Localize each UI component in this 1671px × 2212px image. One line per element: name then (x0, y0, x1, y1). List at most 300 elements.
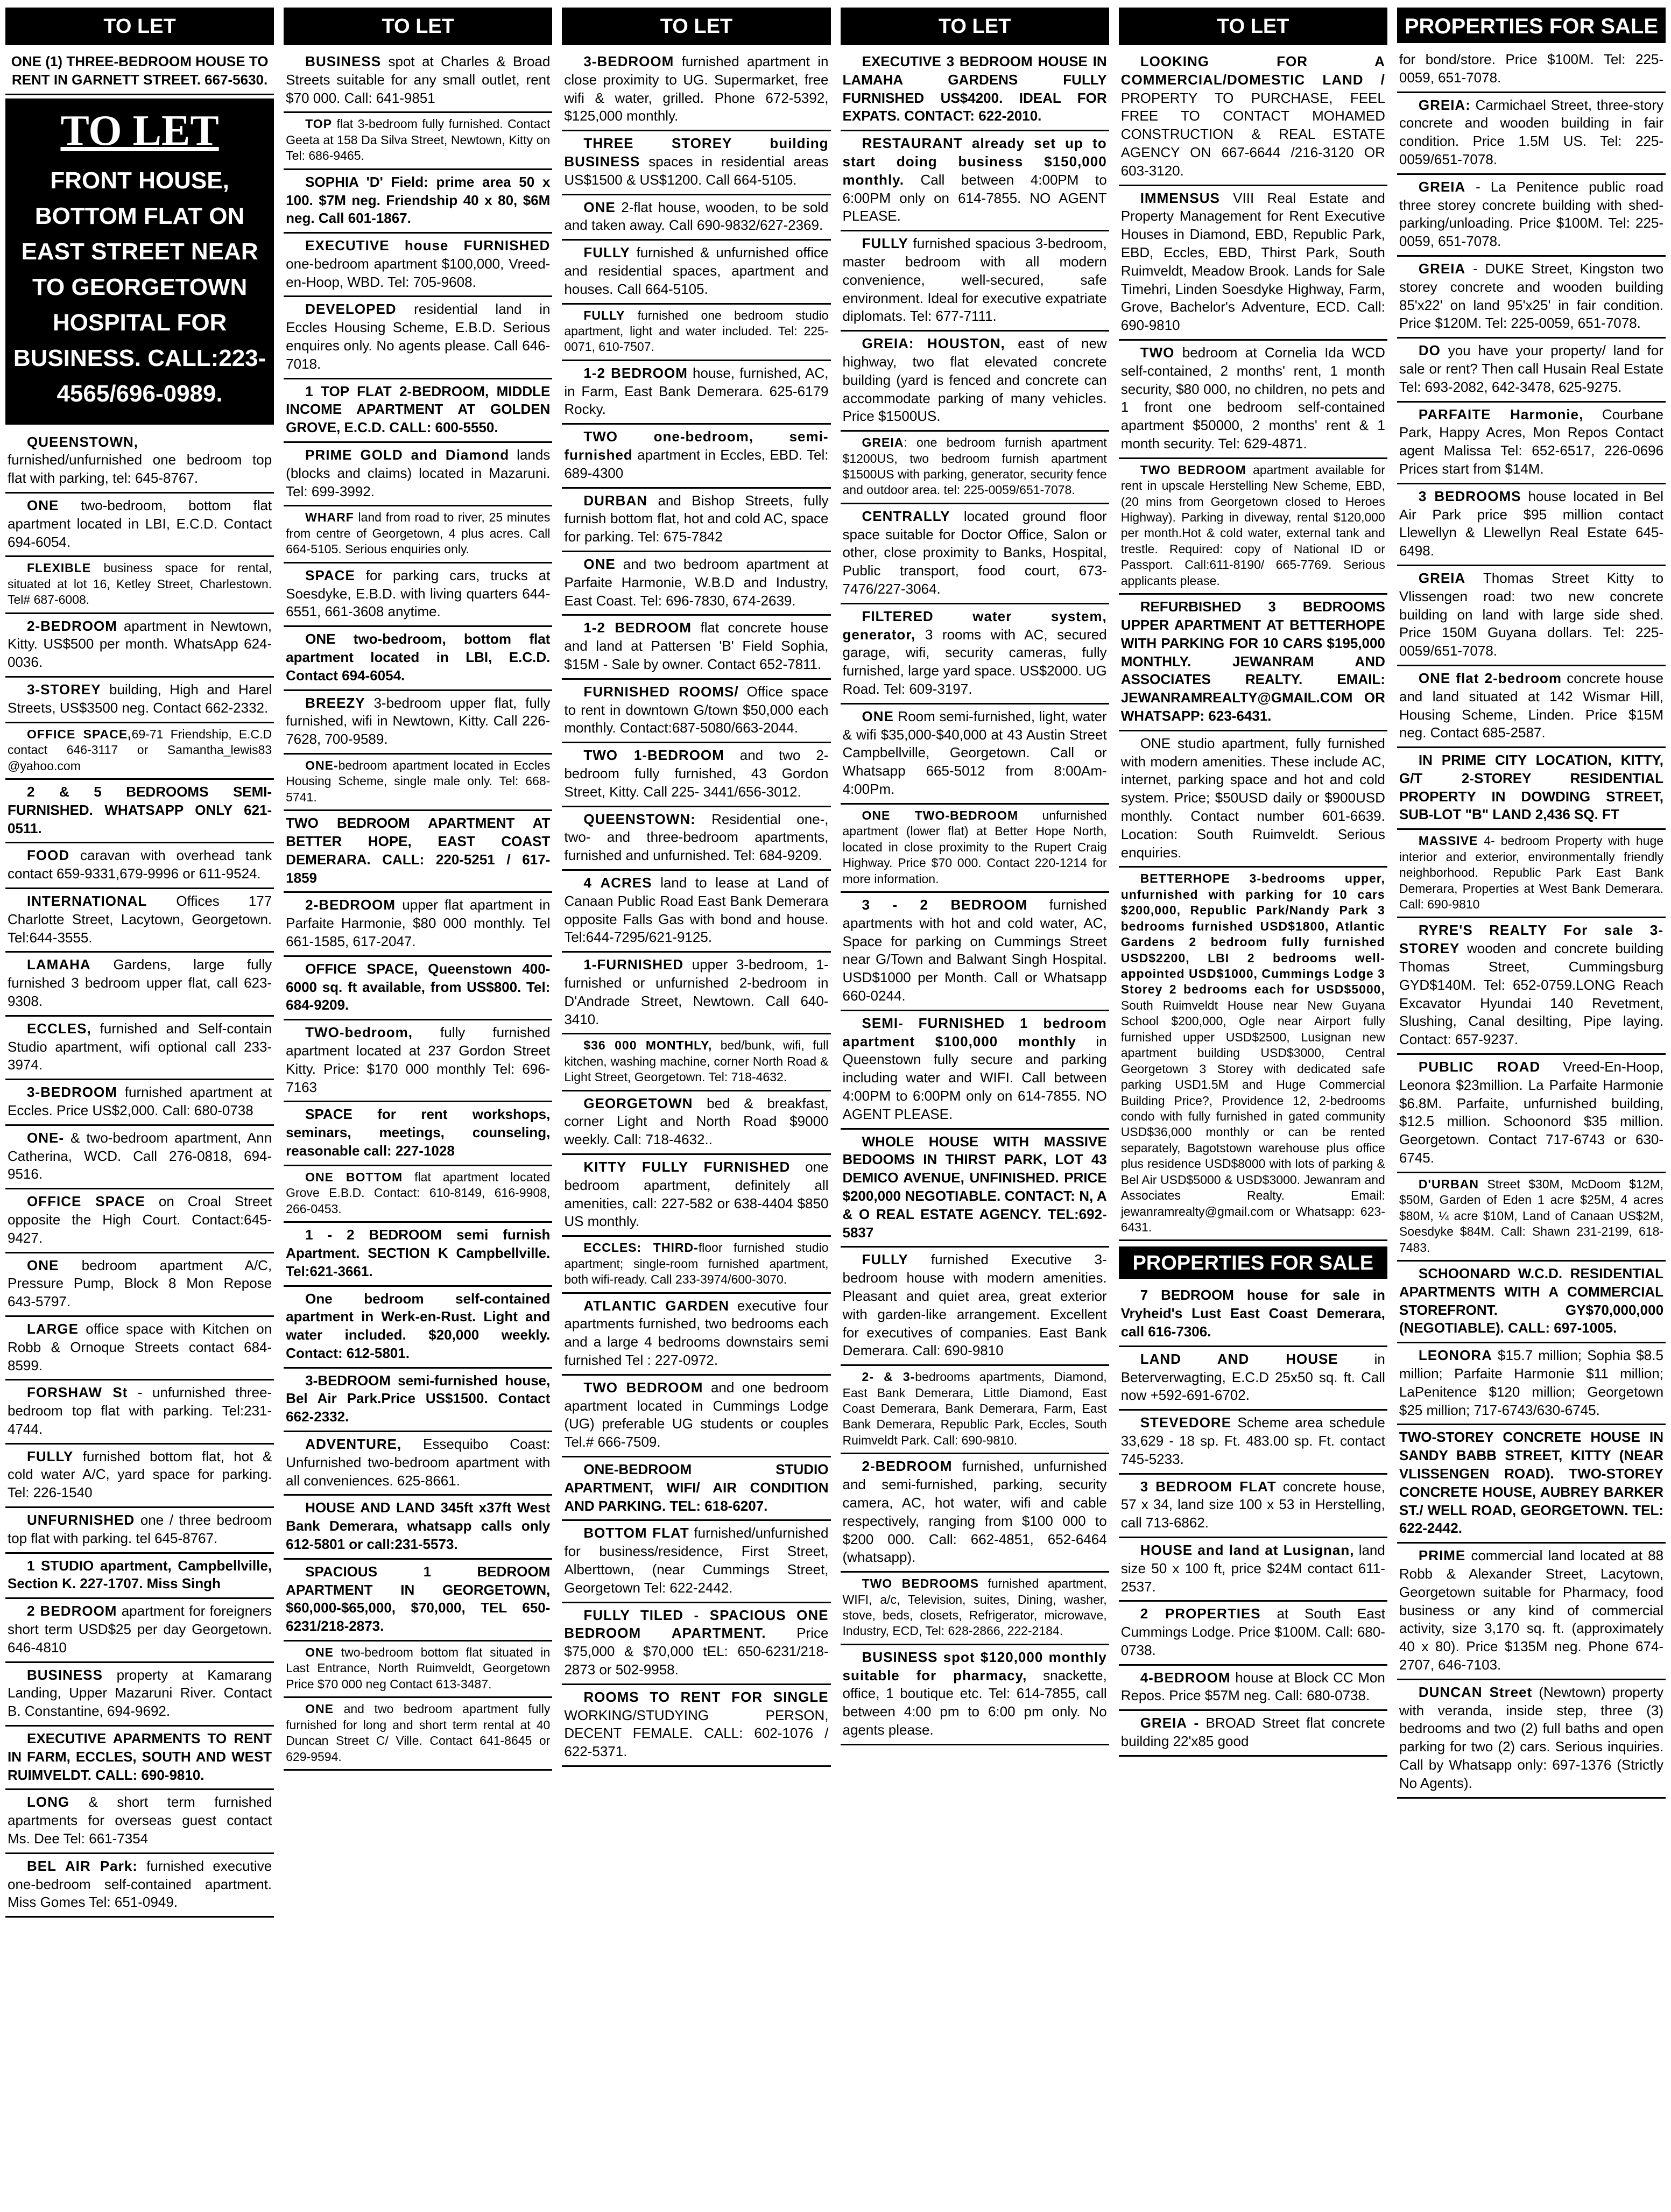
ad-body: 2-flat house, wooden, to be sold and taken away. Call 690-9832/627-2369. (564, 199, 829, 234)
ad-body: ONE studio apartment, fully furnished with modern amenities. These include AC, internet, parking space and hot and cold system. Price; $50USD daily or $900USD monthly. Contact number 601-6639. Location: South Ruimveldt. Serious enquiries. (1120, 735, 1385, 861)
classified-ad (284, 811, 552, 893)
classified-ad (5, 889, 274, 953)
classified-ad (5, 1189, 274, 1253)
classified-ad (1397, 1173, 1666, 1262)
ad-body: apartment available for rent in upscale Herstelling New Scheme, EBD, (20 mins from Georgetown closed to Heroes Highway). Parking in diveway, rental $120,000 per month.Hot & cold water, external tank and trestle. Required: copy of National ID or Passport. Call:611-8190/ 665-7769. Serious applicants please. (1120, 462, 1385, 588)
ad-lead: FILTERED water system, generator, (842, 608, 1107, 643)
ad-lead: FURNISHED ROOMS/ (583, 683, 739, 700)
classified-ad (284, 957, 552, 1020)
classified-ad (1397, 1425, 1666, 1544)
ad-body: 1 STUDIO apartment, Campbellville, Section K. 227-1707. Miss Singh (8, 1557, 272, 1592)
classified-ad (562, 680, 830, 743)
ad-body: for parking cars, trucks at Soesdyke, E.B.D. with living quarters 644-6551, 661-3608 anytime. (286, 567, 551, 620)
classified-ad (841, 893, 1109, 1011)
ad-body: HOUSE AND LAND 345ft x37ft West Bank Demerara, whatsapp calls only 612-5801 or call:231-5573. (286, 1499, 551, 1553)
classified-ad (1397, 175, 1666, 257)
column-6 (1397, 8, 1666, 2212)
ad-lead: UNFURNISHED (27, 1512, 135, 1528)
ad-body: furnished one bedroom studio apartment, light and water included. Tel: 225-0071, 610-7507. (564, 308, 829, 354)
ad-body: furnished, unfurnished and semi-furnished, parking, security camera, AC, hot water, wifi and cable respectively, ranging from $100 000 to $200 000. Call: 662-4851, 652-6464 (whatsapp). (842, 1458, 1107, 1566)
classified-ad (841, 1366, 1109, 1454)
ad-lead: 3-BEDROOM (583, 53, 674, 69)
classified-ad (562, 743, 830, 807)
classified-ad (284, 563, 552, 627)
classified-ad (5, 1126, 274, 1189)
ad-body: Street $30M, McDoom $12M, $50M, Garden of Eden 1 acre $25M, 4 acres $80M, ¼ acre $10M, Land of Canaan US$2M, Soesdyke $84M. Call: Shawn 231-2199, 618-7483. (1399, 1177, 1664, 1255)
boxed-ad-title: TO LET (60, 107, 219, 154)
classified-ad (1397, 918, 1666, 1055)
ad-lead: 3-BEDROOM (27, 1084, 117, 1101)
ad-lead: THREE STOREY building BUSINESS (564, 135, 829, 170)
ad-body: bedroom at Cornelia Ida WCD self-contained, 2 months' rent, 1 month security, $80 000, no children, no pets and 1 front one bedroom self-contained apartment $50000, 2 months' rent & 1 month security. Tel: 629-4871. (1120, 344, 1385, 452)
ad-lead: RESTAURANT already set up to start doing business $150,000 monthly. (842, 135, 1107, 188)
classified-ad (562, 1376, 830, 1457)
ad-body: furnished apartments with hot and cold water, AC, Space for parking on Cummings Street near G/Town and Balwant Singh Hospital. USD$1000 per Month. Call or Whatsapp 660-0244. (842, 897, 1107, 1004)
ad-lead: DEVELOPED (305, 301, 397, 318)
ad-lead: EXECUTIVE house FURNISHED (305, 237, 551, 254)
classified-ad (1119, 595, 1387, 731)
classified-ad (5, 1599, 274, 1662)
column-header: TO LET (1119, 8, 1387, 45)
ad-body: wooden and concrete building Thomas Street, Cummingsburg GYD$140M. Tel: 652-0759.LONG Reach Excavator Hyundai 140 Revetment, Slushing, Canal desilting, Pipe laying. Contact: 657-9237. (1399, 940, 1664, 1048)
classified-ad (5, 1080, 274, 1126)
ad-body: - unfurnished three-bedroom top flat with parking. Tel:231-4744. (8, 1384, 272, 1437)
ad-body: house, furnished, AC, in Farm, East Bank Demerara. 625-6179 Rocky. (564, 364, 829, 418)
classified-ad (284, 1698, 552, 1771)
classified-ad (5, 1727, 274, 1790)
classified-ad (1397, 1055, 1666, 1173)
ad-lead: QUEENSTOWN, (27, 433, 138, 450)
ad-body: VIII Real Estate and Property Management for Rent Executive Houses in Diamond, EBD, Republic Park, EBD, Eccles, EBD, Thirst Park, South Ruimveldt, Meadow Brook. Lands for Sale Timehri, Linden Soesdyke Highway, Farm, Grove, Bachelor's Adventure, ECD. Call: 690-9810 (1120, 189, 1385, 334)
ad-lead: ONE- (305, 758, 339, 772)
classified-ad (562, 361, 830, 425)
column-3 (562, 8, 830, 2212)
classified-ad (841, 1011, 1109, 1130)
ad-lead: ATLANTIC GARDEN (583, 1297, 729, 1314)
classified-ad (841, 1248, 1109, 1366)
ad-body: one bedroom apartment, definitely all amenities, call: 227-582 or 638-4404 $850 US monthly. (564, 1159, 829, 1230)
classified-ad (1397, 484, 1666, 566)
ad-body: furnished bottom flat, hot & cold water A/C, yard space for parking. Tel: 226-1540 (8, 1448, 272, 1501)
ad-lead: LEONORA (1418, 1347, 1492, 1364)
ad-body: flat apartment located Grove E.B.D. Contact: 610-8149, 616-9908, 266-0453. (286, 1170, 551, 1216)
ad-lead: STEVEDORE (1140, 1414, 1232, 1431)
ad-body: Price $75,000 & $70,000 tEL: 650-6231/218-2873 or 502-9958. (564, 1625, 829, 1678)
classified-ad (284, 893, 552, 956)
classified-ad (5, 1790, 274, 1854)
ad-body: snackette, office, 1 boutique etc. Tel: 614-7855, call between 4:00 pm to 6:00 pm only. No agents please. (842, 1667, 1107, 1738)
ad-body: two-bedroom, bottom flat apartment located in LBI, E.C.D. Contact 694-6054. (8, 497, 272, 550)
ad-body: furnished apartment, WIFI, a/c, Television, suites, Dining, washer, stove, beds, closets, Refrigerator, microwave, Industry, ECD, Tel: 628-2866, 222-2184. (842, 1576, 1107, 1638)
ad-body: One bedroom self-contained apartment in Werk-en-Rust. Light and water included. $20,000 weekly. Contact: 612-5801. (286, 1290, 551, 1361)
classified-ad (1119, 731, 1387, 868)
classified-ad (562, 1034, 830, 1091)
classified-ad (1119, 459, 1387, 595)
column-2 (284, 8, 552, 2212)
classified-ad (284, 1496, 552, 1559)
ad-body: bedroom apartment located in Eccles Housing Scheme, single male only. Tel: 668-5741. (286, 758, 551, 804)
classified-ad (284, 50, 552, 113)
ad-lead: CENTRALLY (862, 508, 950, 524)
ad-lead: DO (1418, 342, 1441, 359)
ad-body: flat concrete house and land at Pattersen 'B' Field Sophia, $15M - Sale by owner. Contact 652-7811. (564, 619, 829, 673)
ad-body: & two-bedroom apartment, Ann Catherina, WCD. Call 276-0818, 694-9516. (8, 1129, 272, 1182)
ads-list (5, 50, 274, 1918)
classified-ad (5, 843, 274, 889)
ad-body: and one bedroom apartment located in Cummings Lodge (UG) preferable UG students or couples Tel.# 666-7509. (564, 1379, 829, 1450)
ad-lead: FULLY (583, 244, 630, 261)
ad-body: you have your property/ land for sale or rent? Then call Husain Real Estate Tel: 693-2082, 642-3478, 625-9275. (1399, 342, 1664, 395)
ad-lead: DUNCAN Street (1418, 1683, 1533, 1700)
ad-lead: WHARF (305, 510, 354, 525)
column-4 (841, 8, 1109, 2212)
ad-lead: ONE TWO-BEDROOM (862, 808, 1019, 822)
classified-ad (841, 1573, 1109, 1645)
ad-body: east of new highway, two flat elevated concrete building (yard is fenced and concrete can accommodate parking of many vehicles. Price $1500US. (842, 335, 1107, 425)
classified-ad (5, 1508, 274, 1554)
ad-lead: TWO (1140, 344, 1175, 361)
ad-body: Office space to rent in downtown G/town $50,000 each monthly. Contact:687-5080/663-2044. (564, 683, 829, 736)
ad-lead: FLEXIBLE (27, 561, 91, 575)
classified-ad (284, 1020, 552, 1102)
ad-body: South Ruimveldt House near New Guyana School $200,000, Ogle near Airport fully furnished upper USD$2500, Lusignan new apartment building USD$3000, Central Georgetown 3 Storey with dedicated safe parking USD1.5M and Huge Commercial Building Price?, Providence 12, 2-bedrooms condo with fully furnished in gated community USD$36,000 monthly or can be rented separately, Bagotstown warehouse plus office plus residence USD$8000 with lots of parking & Bel Air USD$5000 & USD$3000. Jewanram and Associates Realty. Email: jewanramrealty@gmail.com or Whatsapp: 623-6431. (1120, 998, 1385, 1235)
ad-body: & short term furnished apartments for overseas guest contact Ms. Dee Tel: 661-7354 (8, 1794, 272, 1847)
ad-lead: IMMENSUS (1140, 189, 1220, 206)
classified-ad (1119, 1411, 1387, 1474)
ad-body: TWO-STOREY CONCRETE HOUSE IN SANDY BABB STREET, KITTY (NEAR VLISSENGEN ROAD). TWO-STOREY CONCRETE HOUSE, AUBREY BARKER ST./ WELL ROAD, GEORGETOWN. TEL: 622-2442. (1399, 1429, 1664, 1537)
ad-lead: TWO one-bedroom, semi-furnished (564, 428, 829, 463)
ad-body: and two bedroom apartment fully furnished for long and short term rental at 40 Duncan Street C/ Ville. Contact 641-8645 or 629-9594. (286, 1702, 551, 1764)
ad-lead: BREEZY (305, 694, 365, 711)
ad-lead: FOOD (27, 847, 70, 864)
ad-lead: ONE BOTTOM (305, 1170, 403, 1184)
classified-ad (562, 552, 830, 616)
ad-body: - La Penitence public road three storey concrete building with shed-parking/unloading. Price $100M. Tel: 225-0059, 651-7078. (1399, 178, 1664, 250)
classified-ad (841, 50, 1109, 131)
ad-lead: ADVENTURE, (305, 1436, 402, 1453)
ad-lead: 3 BEDROOMS (1418, 488, 1521, 504)
ad-body: furnished apartment at Eccles. Price US$2,000. Call: 680-0738 (8, 1084, 272, 1118)
classified-ad (284, 627, 552, 691)
ad-lead: 3-STOREY (27, 681, 101, 698)
ad-body: and Bishop Streets, fully furnish bottom flat, hot and cold AC, space for parking. Tel: 675-7842 (564, 492, 829, 545)
classified-ad (284, 1560, 552, 1642)
classified-ad (5, 614, 274, 678)
ad-body: : one bedroom furnish apartment $1200US, two bedroom furnish apartment $1500US with parking, generator, security fence and outdoor area. tel: 225-0059/651-7078. (842, 435, 1107, 497)
ad-lead: TWO-bedroom, (305, 1024, 413, 1041)
ad-lead: TWO BEDROOMS (862, 1576, 979, 1591)
ad-body: two-bedroom bottom flat situated in Last Entrance, North Ruimveldt, Georgetown Price $70 000 neg Contact 613-3487. (286, 1645, 551, 1691)
ad-lead: LARGE (27, 1320, 79, 1337)
classified-ad (562, 1521, 830, 1603)
ad-lead: ECCLES: THIRD- (583, 1241, 699, 1255)
ad-body: located ground floor space suitable for Doctor Office, Salon or other, close proximity to Banks, Hospital, Public transport, food court, 673-7476/227-3064. (842, 508, 1107, 597)
ad-lead: 2- & 3- (862, 1370, 915, 1384)
classified-ad (1397, 830, 1666, 918)
ad-lead: LONG (27, 1794, 70, 1811)
ad-body: residential land in Eccles Housing Scheme, E.B.D. Serious enquires only. No agents please. Call 646-7018. (286, 301, 551, 372)
ad-body: bedroom apartment A/C, Pressure Pump, Block 8 Mon Repose 643-5797. (8, 1257, 272, 1310)
classified-ad (284, 379, 552, 443)
ad-lead: BUSINESS spot $120,000 monthly suitable for pharmacy, (842, 1649, 1107, 1683)
ad-body: upper flat apartment in Parfaite Harmonie, $80 000 monthly. Tel 661-1585, 617-2047. (286, 897, 551, 950)
ad-body: building, High and Harel Streets, US$3500 neg. Contact 662-2332. (8, 681, 272, 716)
ad-body: caravan with overhead tank contact 659-9331,679-9996 or 611-9524. (8, 847, 272, 882)
ad-body: spot at Charles & Broad Streets suitable for any small outlet, rent $70 000. Call: 641-9851 (286, 53, 551, 106)
classified-ad (1397, 403, 1666, 484)
ad-body: WHOLE HOUSE WITH MASSIVE BEDOOMS IN THIRST PARK, LOT 43 DEMICO AVENUE, UNFINISHED. PRICE $200,000 NEGOTIABLE. CONTACT: N, A & O REAL ESTATE AGENCY. TEL:692-5837 (842, 1133, 1107, 1241)
ad-lead: SPACE (305, 567, 355, 583)
classified-ad (284, 297, 552, 379)
ad-body: furnished/unfurnished for business/residence, First Street, Alberttown, (near Cummings Street, Georgetown Tel: 622-2442. (564, 1525, 829, 1596)
classified-ad (284, 1166, 552, 1223)
ad-body: 3-BEDROOM semi-furnished house, Bel Air Park.Price US$1500. Contact 662-2332. (286, 1372, 551, 1425)
ad-lead: ONE- (27, 1129, 64, 1146)
ad-lead: GREIA: (1418, 96, 1471, 113)
boxed-ad (5, 98, 274, 425)
ad-body: on Croal Street opposite the High Court. Contact:645-9427. (8, 1193, 272, 1246)
ad-body: furnished spacious 3-bedroom, master bedroom with all modern convenience, well-secured, safe environment. Ideal for executive expatriate diplomats. Tel: 677-7111. (842, 235, 1107, 325)
classified-ad (562, 871, 830, 953)
ad-lead: GREIA (1418, 260, 1466, 277)
classified-ad (1397, 93, 1666, 175)
column-header: PROPERTIES FOR SALE (1397, 8, 1666, 43)
ad-lead: GREIA (1418, 178, 1466, 195)
ad-lead: GEORGETOWN (583, 1095, 693, 1111)
classified-ad (284, 1223, 552, 1286)
ads-list (1397, 47, 1666, 1799)
classified-ad (284, 1287, 552, 1369)
classified-ad (841, 504, 1109, 604)
classified-ad (562, 1603, 830, 1685)
classified-ad (5, 494, 274, 557)
ad-lead: ONE (305, 1645, 334, 1660)
classified-ad (562, 1457, 830, 1521)
ad-body: property at Kamarang Landing, Upper Mazaruni River. Contact B. Constantine, 694-9692. (8, 1666, 272, 1720)
ad-lead: QUEENSTOWN: (583, 811, 696, 827)
ad-lead: 1-2 BEDROOM (583, 364, 688, 381)
ad-lead: 4-BEDROOM (1140, 1669, 1231, 1686)
ad-lead: ONE (583, 556, 616, 573)
ad-lead: GREIA - (1140, 1715, 1200, 1731)
classified-ad (562, 305, 830, 361)
classified-ad (841, 1645, 1109, 1745)
ad-body: floor furnished studio apartment; single-room furnished apartment, both wifi-ready. Call 233-3974/600-3070. (564, 1241, 829, 1287)
ad-body: apartment in Eccles, EBD. Tel: 689-4300 (564, 447, 829, 481)
ad-lead: HOUSE and land at Lusignan, (1140, 1541, 1355, 1558)
classified-ad (841, 231, 1109, 332)
ad-body: 2 & 5 BEDROOMS SEMI-FURNISHED. WHATSAPP ONLY 621-0511. (8, 783, 272, 836)
classified-ad (841, 131, 1109, 231)
ad-lead: ONE (583, 199, 616, 215)
classified-ad (1397, 666, 1666, 748)
classified-ad (1397, 1544, 1666, 1680)
ad-lead: 3 BEDROOM FLAT (1140, 1478, 1277, 1495)
classified-ad (5, 557, 274, 614)
ad-body: Gardens, large fully furnished 3 bedroom upper flat, call 623-9308. (8, 956, 272, 1009)
ad-body: 69-71 Friendship, E.C.D contact 646-3117 or Samantha_lewis83 @yahoo.com (8, 727, 272, 773)
ad-body: BROAD Street flat concrete building 22'x85 good (1120, 1715, 1385, 1750)
classified-ad (562, 50, 830, 131)
ad-body: 1 TOP FLAT 2-BEDROOM, MIDDLE INCOME APARTMENT AT GOLDEN GROVE, E.C.D. CALL: 600-5550. (286, 383, 551, 436)
ad-body: OFFICE SPACE, Queenstown 400-6000 sq. ft available, from US$800. Tel: 684-9209. (286, 960, 551, 1013)
classified-ad (284, 1369, 552, 1432)
classified-ad (284, 506, 552, 563)
ad-lead: FULLY (583, 308, 625, 322)
ad-lead: LAND AND HOUSE (1140, 1350, 1338, 1367)
classified-ad (5, 678, 274, 723)
ad-lead: PUBLIC ROAD (1418, 1059, 1541, 1075)
boxed-ad-body: FRONT HOUSE, BOTTOM FLAT ON EAST STREET NEAR TO GEORGETOWN HOSPITAL FOR BUSINESS. CALL:223-4565/696-0989. (13, 167, 266, 407)
ad-lead: 2-BEDROOM (862, 1458, 953, 1475)
ad-body: Room semi-furnished, light, water & wifi $35,000-$40,000 at 43 Austin Street Campbellville, Georgetown. Call or Whatsapp 665-5012 from 8:00Am-4:00Pm. (842, 708, 1107, 798)
ad-lead: TWO 1-BEDROOM (583, 747, 724, 764)
ad-body: Vreed-En-Hoop, Leonora $23million. La Parfaite Harmonie $6.8M. Parfaite, unfurnished building, $12.5 million. Schoonord $35 million. Georgetown. Contact 717-6743 or 630-6745. (1399, 1059, 1664, 1166)
ad-body: Thomas Street Kitty to Vlissengen road: two new concrete building on land with large side shed. Price 150M Guyana dollars. Tel: 225-0059/651-7078. (1399, 569, 1664, 659)
classified-ad (1119, 1475, 1387, 1538)
ad-lead: OFFICE SPACE (27, 1193, 145, 1210)
ad-body: furnished and Self-contain Studio apartment, wifi optional call 233-3974. (8, 1020, 272, 1073)
classified-ad (5, 780, 274, 843)
ad-lead: PARFAITE Harmonie, (1418, 406, 1584, 422)
column-header: TO LET (841, 8, 1109, 45)
ad-body: SPACE for rent workshops, seminars, meetings, counseling, reasonable call: 227-1028 (286, 1106, 551, 1159)
ad-body: and two 2-bedroom fully furnished, 43 Gordon Street, Kitty. Call 225- 3441/656-3012. (564, 747, 829, 800)
ad-lead: DURBAN (583, 492, 648, 509)
ad-lead: GREIA: HOUSTON, (862, 335, 1005, 352)
ad-lead: TWO BEDROOM (583, 1379, 703, 1396)
column-1 (5, 8, 274, 2212)
classified-ad (562, 807, 830, 871)
ad-lead: 2-BEDROOM (27, 617, 117, 634)
ad-lead: TWO BEDROOM (1140, 462, 1246, 477)
ad-body: business space for rental, situated at lot 16, Ketley Street, Charlestown. Tel# 687-6008. (8, 561, 272, 607)
section-header-properties-for-sale: PROPERTIES FOR SALE (1119, 1246, 1387, 1279)
ad-body: Residential one-, two- and three-bedroom apartments, furnished and unfurnished. Tel: 684-9209. (564, 811, 829, 864)
ad-body: 3 rooms with AC, secured garage, wifi, security cameras, fully furnished, large yard space. US$2000. UG Road. Tel: 609-3197. (842, 626, 1107, 698)
ad-body: house located in Bel Air Park price $95 million contact Llewellyn & Llewellyn Real Estate 645-6498. (1399, 488, 1664, 559)
ad-body: bed & breakfast, corner Light and North Road $9000 weekly. Call: 718-4632.. (564, 1095, 829, 1148)
classified-ad (284, 170, 552, 234)
classified-ad (5, 1554, 274, 1600)
ad-body: upper 3-bedroom, 1-furnished or unfurnished 2-bedroom in D'Andrade Street, Newtown. Call 640-3410. (564, 956, 829, 1027)
ad-body: at South East Cummings Lodge. Price $100M. Call: 680-0738. (1120, 1605, 1385, 1658)
ad-body: EXECUTIVE 3 BEDROOM HOUSE IN LAMAHA GARDENS FULLY FURNISHED US$4200. IDEAL FOR EXPATS. CONTACT: 622-2010. (842, 53, 1107, 124)
ad-lead: 3 - 2 BEDROOM (862, 897, 1028, 913)
classified-ad (284, 755, 552, 811)
classified-ad (841, 705, 1109, 805)
classified-ad (284, 691, 552, 755)
ad-lead: OFFICE SPACE, (27, 727, 132, 741)
ad-body: commercial land located at 88 Robb & Alexander Street, Lacytown, Georgetown suitable for Pharmacy, food business or any kind of commercial activity, size 3,170 sq. ft. (approximately 40 x 80). Price $135M neg. Phone 674-2707, 646-7103. (1399, 1547, 1664, 1673)
ad-lead: BEL AIR Park: (27, 1857, 138, 1874)
column-header: TO LET (562, 8, 830, 45)
classified-ad (284, 234, 552, 297)
classified-ad (841, 1130, 1109, 1248)
ad-lead: GREIA (862, 435, 904, 450)
ad-lead: TOP (305, 117, 333, 131)
classified-ad (5, 723, 274, 780)
ad-body: $15.7 million; Sophia $8.5 million; Parfaite Harmonie $11 million; LaPenitence $120 million; Georgetown $25 million; 717-6743/630-6745. (1399, 1347, 1664, 1418)
classified-ad (1119, 50, 1387, 186)
classified-ad (1119, 1602, 1387, 1665)
ad-body: IN PRIME CITY LOCATION, KITTY, G/T 2-STOREY RESIDENTIAL PROPERTY IN DOWDING STREET, SUB-LOT "B" LAND 2,436 SQ. FT (1399, 752, 1664, 823)
classified-ad (284, 1102, 552, 1166)
classified-ad (5, 1663, 274, 1727)
classified-ad (284, 1432, 552, 1496)
ad-body: furnished Executive 3- bedroom house with modern amenities. Pleasant and quiet area, great exterior with garden-like arrangement. Excellent for executives of companies. East Bank Demerara. Call: 690-9810 (842, 1251, 1107, 1359)
classified-ad (284, 443, 552, 506)
classified-ad (1119, 1666, 1387, 1711)
ad-lead: GREIA (1418, 569, 1466, 586)
ads-list (284, 50, 552, 1771)
classified-ad (5, 1017, 274, 1080)
classified-ad (562, 425, 830, 488)
ad-body: - DUKE Street, Kingston two storey concrete and wooden building 85'x22' on land 95'x25' in fair condition. Price $120M. Tel: 225-0059, 651-7078. (1399, 260, 1664, 332)
column-header: TO LET (5, 8, 274, 45)
ad-lead: LAMAHA (27, 956, 91, 973)
classified-ad (1397, 47, 1666, 93)
ad-body: Carmichael Street, three-story concrete and wooden building in fair condition. Price 1.5M US. Tel: 225-0059/651-7078. (1399, 96, 1664, 167)
column-5 (1119, 8, 1387, 2212)
ad-body: furnished & unfurnished office and residential spaces, apartment and houses. Call 664-5105. (564, 244, 829, 297)
classified-ad (5, 1380, 274, 1444)
classified-ad (5, 1317, 274, 1380)
ad-body: ONE two-bedroom, bottom flat apartment located in LBI, E.C.D. Contact 694-6054. (286, 631, 551, 684)
ad-lead: FULLY (862, 235, 908, 252)
ad-body: 7 BEDROOM house for sale in Vryheid's Lust East Coast Demerara, call 616-7306. (1120, 1287, 1385, 1340)
classified-ad (841, 1454, 1109, 1573)
ad-body: Courbane Park, Happy Acres, Mon Repos Contact agent Malissa Tel: 652-6517, 226-0696 Prices start from $14M. (1399, 406, 1664, 477)
ad-body: in Beterverwagting, E.C.D 25x50 sq. ft. Call now +592-691-6702. (1120, 1350, 1385, 1404)
ad-body: bedrooms apartments, Diamond, East Bank Demerara, Little Diamond, East Coast Demerara, Bank Demerara, Farm, East Bank Demerara, Republic Park, Eccles, South Ruimveldt Park. Call: 690-9810. (842, 1370, 1107, 1447)
classified-ad (1119, 1347, 1387, 1411)
classified-ad (1119, 1538, 1387, 1602)
classified-ad (562, 1685, 830, 1767)
ad-lead: 1-FURNISHED (583, 956, 684, 973)
classified-ad (562, 241, 830, 304)
classified-ad (562, 1155, 830, 1237)
ad-body: 4- bedroom Property with huge interior and exterior, environmentally friendly neighborhood. Republic Park East Bank Demerara, Properties at West Bank Demerara. Call: 690-9810 (1399, 834, 1664, 912)
ads-list (841, 50, 1109, 1745)
ad-lead: FULLY (862, 1251, 908, 1268)
ad-lead: 1-2 BEDROOM (583, 619, 692, 636)
ad-lead: D'URBAN (1418, 1177, 1479, 1191)
classified-ad (841, 604, 1109, 705)
ad-lead: ROOMS TO RENT FOR SINGLE (583, 1688, 829, 1705)
ad-body: one-bedroom apartment $100,000, Vreed-en-Hoop, WBD. Tel: 705-9608. (286, 255, 551, 290)
ad-body: Essequibo Coast: Unfurnished two-bedroom apartment with all conveniences. 625-8661. (286, 1436, 551, 1489)
ad-lead: BUSINESS (27, 1666, 103, 1683)
ad-lead: ONE flat 2-bedroom (1418, 670, 1562, 686)
ad-lead: SEMI- FURNISHED 1 bedroom apartment $100,000 monthly (842, 1015, 1107, 1049)
ad-body: REFURBISHED 3 BEDROOMS UPPER APARTMENT AT BETTERHOPE WITH PARKING FOR 10 CARS $195,000 MONTHLY. JEWANRAM AND ASSOCIATES REALTY. EMAIL: JEWANRAMREALTY@GMAIL.COM OR WHATSAPP: 623-6431. (1120, 598, 1385, 724)
classified-ad (562, 195, 830, 241)
classified-ad (1397, 1262, 1666, 1343)
ad-lead: ONE (27, 1257, 59, 1273)
classified-ad (562, 131, 830, 195)
classified-ad (1397, 339, 1666, 402)
ad-lead: INTERNATIONAL (27, 892, 147, 909)
ad-body: flat 3-bedroom fully furnished. Contact Geeta at 158 Da Silva Street, Newtown, Kitty on Tel: 686-9465. (286, 117, 551, 163)
classified-ad (1397, 566, 1666, 666)
ad-lead: ONE (305, 1702, 334, 1716)
ad-body: SPACIOUS 1 BEDROOM APARTMENT IN GEORGETOWN, $60,000-$65,000, $70,000, TEL 650-6231/218-2873. (286, 1563, 551, 1635)
ad-body: spaces in residential areas US$1500 & US$1200. Call 664-5105. (564, 153, 829, 188)
ad-body: apartment for foreigners short term USD$25 per day Georgetown. 646-4810 (8, 1603, 272, 1656)
ad-body: Scheme area schedule 33,629 - 18 sp. Ft. 483.00 sp. Ft. contact 745-5233. (1120, 1414, 1385, 1467)
ad-body: apartment in Newtown, Kitty. US$500 per month. WhatsApp 624-0036. (8, 617, 272, 671)
